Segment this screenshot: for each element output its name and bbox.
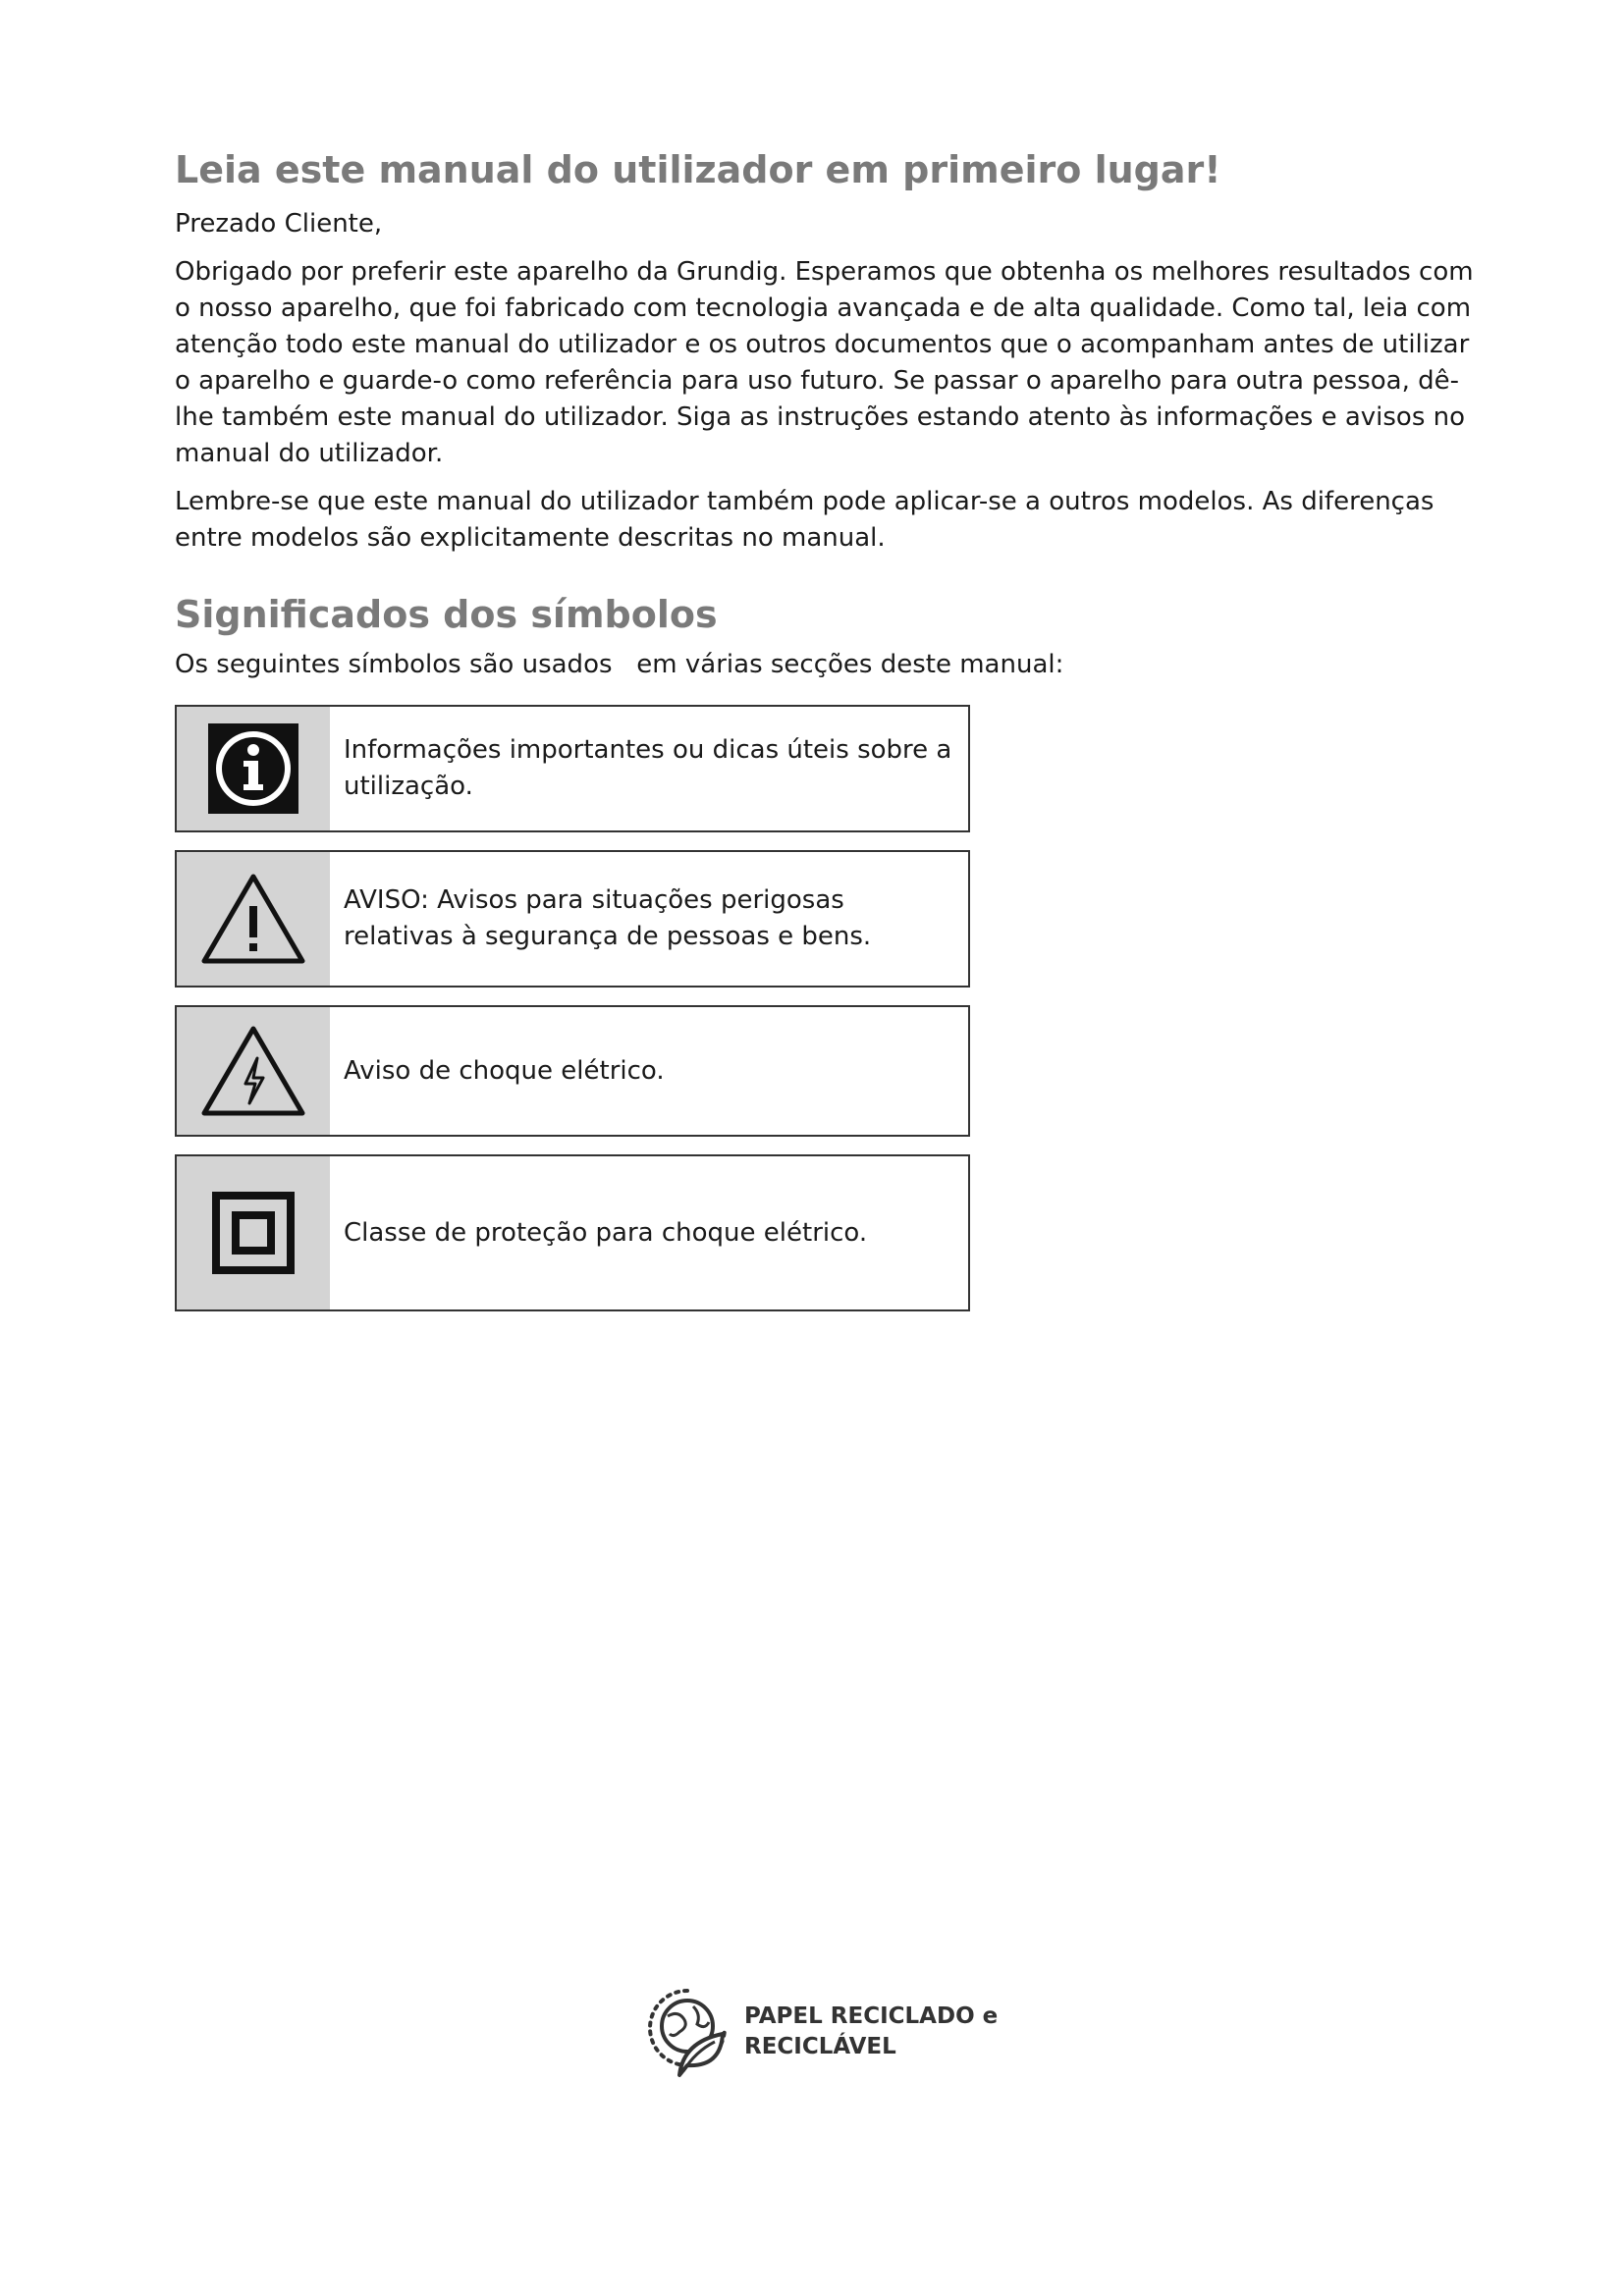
logo-text [744, 2002, 998, 2062]
symbol-row-electric-shock [175, 1005, 970, 1137]
logo-line-2: RECICLÁVEL [744, 2034, 896, 2059]
intro-paragraph-2: Lembre-se que este manual do utilizador também pode aplicar-se a outros modelos. As diferenças entre modelos são explicitamente descritas no manual. [175, 487, 1435, 553]
symbol-text: Informações importantes ou dicas úteis sobre a utilização. [344, 735, 952, 801]
intro-title: Leia este manual do utilizador em primeiro lugar! [175, 148, 1221, 191]
symbols-title: Significados dos símbolos [175, 593, 718, 636]
warning-icon [177, 852, 330, 986]
symbol-text: AVISO: Avisos para situações perigosas relativas à segurança de pessoas e bens. [344, 885, 872, 951]
info-icon [177, 707, 330, 830]
symbol-text: Classe de proteção para choque elétrico. [344, 1217, 868, 1248]
greeting: Prezado Cliente, [175, 209, 383, 239]
recycled-paper-logo [640, 1981, 998, 2083]
electric-shock-icon [177, 1007, 330, 1135]
symbols-table [175, 705, 970, 1311]
symbol-text: Aviso de choque elétrico. [344, 1055, 665, 1086]
manual-page [175, 147, 1490, 1329]
protection-class-icon [177, 1156, 330, 1309]
symbol-row-warning [175, 850, 970, 988]
logo-line-1: PAPEL RECICLADO e [744, 2003, 999, 2029]
symbols-subtitle: Os seguintes símbolos são usados em várias secções deste manual: [175, 650, 1064, 679]
recycled-globe-leaf-icon [640, 1981, 734, 2083]
symbol-row-protection-class [175, 1154, 970, 1311]
symbol-row-info [175, 705, 970, 832]
intro-paragraph-1: Obrigado por preferir este aparelho da Grundig. Esperamos que obtenha os melhores resultados com o nosso aparelho, que foi fabricado com tecnologia avançada e de alta qualidade. Como tal, leia com atenção todo este manual do utilizador e os outros documentos que o acompanham antes de utilizar o aparelho e guarde-o como referência para uso futuro. Se passar o aparelho para outra pessoa, dê-lhe também este manual do utilizador. Siga as instruções estando atento às informações e avisos no manual do utilizador. [175, 257, 1474, 468]
